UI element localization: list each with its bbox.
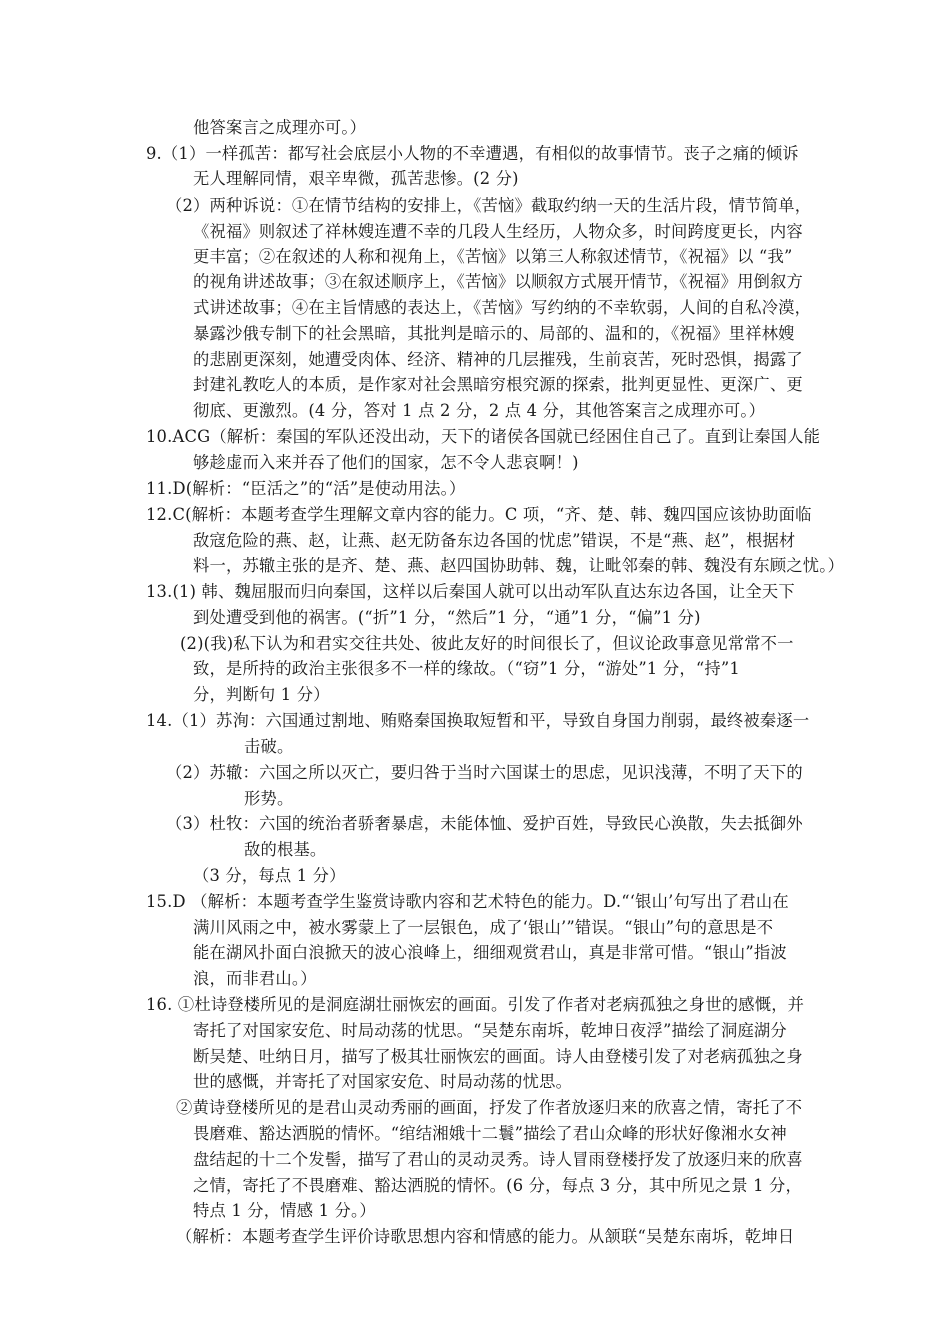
- text-line: 断吴楚、吐纳日月，描写了极其壮丽恢宏的画面。诗人由登楼引发了对老病孤独之身: [193, 1047, 803, 1066]
- text-line: 世的感慨，并寄托了对国家安危、时局动荡的忧思。: [193, 1072, 573, 1091]
- text-line: （2）苏辙：六国之所以灭亡，要归咎于当时六国谋士的思虑，见识浅薄，不明了天下的: [166, 763, 803, 782]
- text-line: 够趁虚而入来并吞了他们的国家，怎不令人悲哀啊！): [193, 453, 579, 472]
- text-line: 封建礼教吃人的本质，是作家对社会黑暗穷根究源的探索，批判更显性、更深广、更: [193, 375, 803, 394]
- text-line: 9.（1）一样孤苦：都写社会底层小人物的不幸遭遇，有相似的故事情节。丧子之痛的倾诉: [146, 144, 799, 163]
- text-line: 11.D(解析：“臣活之”的“活”是使动用法。）: [146, 479, 466, 498]
- text-line: 13.(1) 韩、魏屈服而归向秦国，这样以后秦国人就可以出动军队直达东边各国，让全天下: [146, 582, 795, 601]
- text-line: 式讲述故事；④在主旨情感的表达上，《苦恼》写约纳的不幸软弱，人间的自私冷漠，: [193, 298, 812, 317]
- text-line: 无人理解同情，艰辛卑微，孤苦悲惨。(2 分): [193, 169, 519, 188]
- text-line: 盘结起的十二个发髻，描写了君山的灵动灵秀。诗人冒雨登楼抒发了放逐归来的欣喜: [193, 1150, 803, 1169]
- text-line: 10.ACG（解析：秦国的军队还没出动，天下的诸侯各国就已经困住自己了。直到让秦国人能: [146, 427, 821, 446]
- text-line: 敌的根基。: [244, 840, 327, 859]
- text-line: 致，是所持的政治主张很多不一样的缘故。（“窃”1 分，“游处”1 分，“持”1: [193, 659, 740, 678]
- text-line: （3）杜牧：六国的统治者骄奢暴虐，未能体恤、爱护百姓，导致民心涣散，失去抵御外: [166, 814, 803, 833]
- text-line: 16. ①杜诗登楼所见的是洞庭湖壮丽恢宏的画面。引发了作者对老病孤独之身世的感慨，并: [146, 995, 805, 1014]
- text-line: 15.D （解析：本题考查学生鉴赏诗歌内容和艺术特色的能力。D.“‘银山’句写出了君山在: [146, 892, 789, 911]
- text-line: 分，判断句 1 分）: [193, 685, 330, 704]
- text-line: 彻底、更激烈。(4 分，答对 1 点 2 分，2 点 4 分，其他答案言之成理亦可。）: [193, 401, 766, 420]
- text-line: 畏磨难、豁达洒脱的情怀。“绾结湘娥十二鬟”描绘了君山众峰的形状好像湘水女神: [193, 1124, 787, 1143]
- text-line: 寄托了对国家安危、时局动荡的忧思。“吴楚东南坼，乾坤日夜浮”描绘了洞庭湖分: [193, 1021, 787, 1040]
- text-line: 的悲剧更深刻，她遭受肉体、经济、精神的几层摧残，生前哀苦，死时恐惧，揭露了: [193, 350, 803, 369]
- text-line: 他答案言之成理亦可。）: [193, 118, 367, 137]
- text-line: (2)(我)私下认为和君实交往共处、彼此友好的时间很长了，但议论政事意见常常不一: [180, 634, 794, 653]
- text-line: （3 分，每点 1 分）: [193, 866, 346, 885]
- text-line: 之情，寄托了不畏磨难、豁达洒脱的情怀。(6 分，每点 3 分，其中所见之景 1 分，: [193, 1176, 802, 1195]
- text-line: 浪，而非君山。）: [193, 969, 317, 988]
- text-line: 到处遭受到他的祸害。(“折”1 分，“然后”1 分，“通”1 分，“偏”1 分): [193, 608, 701, 627]
- text-line: 形势。: [244, 789, 294, 808]
- text-line: （2）两种诉说：①在情节结构的安排上，《苦恼》截取约纳一天的生活片段，情节简单，: [166, 196, 812, 215]
- text-line: 特点 1 分，情感 1 分。）: [193, 1201, 376, 1220]
- text-line: 料一，苏辙主张的是齐、楚、燕、赵四国协助韩、魏，让毗邻秦的韩、魏没有东顾之忧。）: [193, 556, 845, 575]
- text-line: 击破。: [244, 737, 294, 756]
- text-line: 14.（1）苏洵：六国通过割地、贿赂秦国换取短暂和平，导致自身国力削弱，最终被秦逐一: [146, 711, 810, 730]
- text-line: ②黄诗登楼所见的是君山灵动秀丽的画面，抒发了作者放逐归来的欣喜之情，寄托了不: [176, 1098, 803, 1117]
- text-line: 《祝福》则叙述了祥林嫂连遭不幸的几段人生经历，人物众多，时间跨度更长，内容: [193, 222, 803, 241]
- text-line: 暴露沙俄专制下的社会黑暗，其批判是暗示的、局部的、温和的，《祝福》里祥林嫂: [193, 324, 795, 343]
- text-line: 满川风雨之中，被水雾蒙上了一层银色，成了‘银山’”错误。“银山”句的意思是不: [193, 918, 774, 937]
- text-line: 的视角讲述故事；③在叙述顺序上，《苦恼》以顺叙方式展开情节，《祝福》用倒叙方: [193, 272, 804, 291]
- text-line: 能在湖风扑面白浪掀天的波心浪峰上，细细观赏君山，真是非常可惜。“银山”指波: [193, 943, 787, 962]
- text-line: （解析：本题考查学生评价诗歌思想内容和情感的能力。从颔联“吴楚东南坼，乾坤日: [176, 1227, 795, 1246]
- text-line: 敌寇危险的燕、赵，让燕、赵无防备东边各国的忧虑”错误，不是“燕、赵”，根据材: [193, 531, 796, 550]
- text-line: 12.C(解析：本题考查学生理解文章内容的能力。C 项，“齐、楚、韩、魏四国应该协助面临: [146, 505, 812, 524]
- text-line: 更丰富；②在叙述的人称和视角上，《苦恼》以第三人称叙述情节，《祝福》以 “我”: [193, 247, 793, 266]
